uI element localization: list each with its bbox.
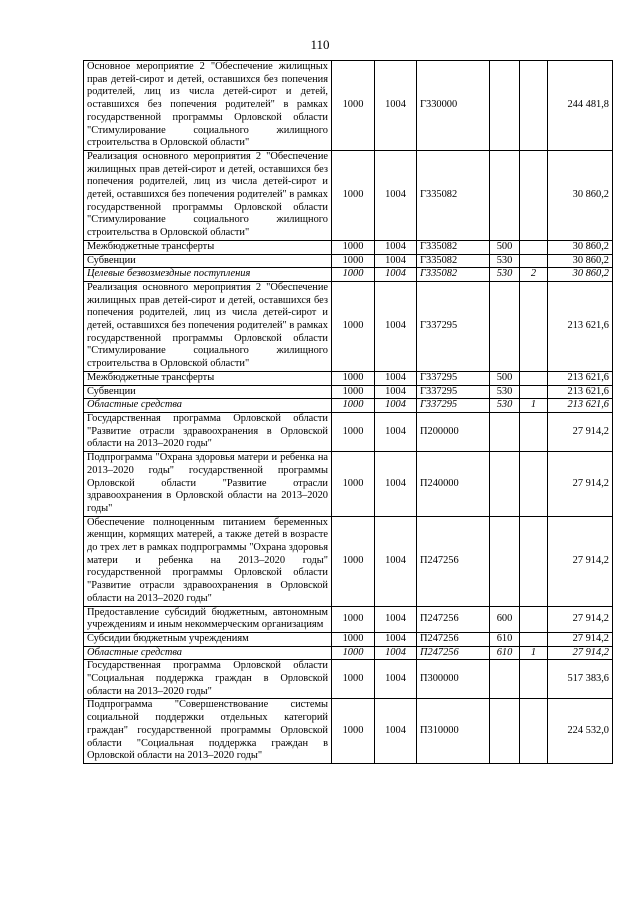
row-amount: 27 914,2 [548,516,613,606]
row-funding-code [520,632,548,646]
row-target-article: П310000 [417,699,490,764]
row-subsection: 1004 [375,385,417,399]
row-funding-code [520,606,548,632]
row-name: Государственная программа Орловской области "Развитие отрасли здравоохранения в Орловской области на 2013–2020 годы" [84,412,332,451]
row-funding-code: 1 [520,399,548,413]
row-funding-code [520,371,548,385]
row-amount: 30 860,2 [548,240,613,254]
row-expense-type: 530 [490,399,520,413]
row-expense-type: 500 [490,371,520,385]
row-name: Целевые безвозмездные поступления [84,268,332,282]
table-row [84,646,613,660]
table-row [84,371,613,385]
table-row [84,412,613,451]
row-name: Обеспечение полноценным питанием беременных женщин, кормящих матерей, а также детей в возрасте до трех лет в рамках подпрограммы "Охрана здоровья матери и ребенка на 2013–2020 годы" государственной программы Орловской области "Развитие отрасли здравоохранения в Орловской области на 2013–2020 годы" [84,516,332,606]
row-section: 1000 [332,632,375,646]
row-section: 1000 [332,399,375,413]
row-amount: 27 914,2 [548,606,613,632]
table-row [84,150,613,240]
row-target-article: Г335082 [417,268,490,282]
row-name: Реализация основного мероприятия 2 "Обеспечение жилищных прав детей-сирот и детей, оставшихся без попечения родителей, лиц из числа детей-сирот и детей, оставшихся без попечения родителей" в рамках государственной программы Орловской области "Стимулирование социального жилищного строительства в Орловской области" [84,150,332,240]
row-name: Основное мероприятие 2 "Обеспечение жилищных прав детей-сирот и детей, оставшихся без попечения родителей, лиц из числа детей-сирот и детей, оставшихся без попечения родителей" в рамках государственной программы Орловской области "Стимулирование социального жилищного строительства в Орловской области" [84,61,332,151]
row-section: 1000 [332,452,375,517]
row-name: Предоставление субсидий бюджетным, автономным учреждениям и иным некоммерческим организациям [84,606,332,632]
row-expense-type: 530 [490,268,520,282]
row-name: Субвенции [84,254,332,268]
row-target-article: П247256 [417,646,490,660]
row-section: 1000 [332,516,375,606]
row-amount: 27 914,2 [548,632,613,646]
row-expense-type [490,281,520,371]
row-name: Реализация основного мероприятия 2 "Обеспечение жилищных прав детей-сирот и детей, оставшихся без попечения родителей, лиц из числа детей-сирот и детей, оставшихся без попечения родителей" в рамках государственной программы Орловской области "Стимулирование социального жилищного строительства в Орловской области" [84,281,332,371]
row-amount: 213 621,6 [548,281,613,371]
row-target-article: Г337295 [417,385,490,399]
row-expense-type: 530 [490,385,520,399]
row-funding-code [520,150,548,240]
row-expense-type [490,699,520,764]
table-row [84,281,613,371]
row-target-article: П247256 [417,632,490,646]
row-target-article: Г335082 [417,150,490,240]
row-target-article: П247256 [417,606,490,632]
row-target-article: Г330000 [417,61,490,151]
row-subsection: 1004 [375,412,417,451]
row-funding-code [520,516,548,606]
row-funding-code: 2 [520,268,548,282]
row-subsection: 1004 [375,61,417,151]
row-funding-code [520,699,548,764]
row-amount: 27 914,2 [548,452,613,517]
row-expense-type: 600 [490,606,520,632]
row-target-article: П200000 [417,412,490,451]
row-funding-code [520,61,548,151]
row-subsection: 1004 [375,516,417,606]
row-name: Межбюджетные трансферты [84,371,332,385]
row-section: 1000 [332,268,375,282]
row-subsection: 1004 [375,632,417,646]
row-target-article: Г337295 [417,281,490,371]
row-target-article: Г337295 [417,399,490,413]
row-amount: 517 383,6 [548,660,613,699]
row-subsection: 1004 [375,240,417,254]
row-expense-type [490,412,520,451]
budget-table [83,60,613,764]
row-name: Субсидии бюджетным учреждениям [84,632,332,646]
table-row [84,606,613,632]
table-row [84,452,613,517]
table-row [84,61,613,151]
table-row [84,632,613,646]
table-row [84,385,613,399]
row-subsection: 1004 [375,268,417,282]
row-amount: 30 860,2 [548,268,613,282]
table-row [84,660,613,699]
row-target-article: П240000 [417,452,490,517]
row-subsection: 1004 [375,371,417,385]
page-number: 110 [310,37,330,52]
row-funding-code [520,412,548,451]
row-funding-code [520,385,548,399]
table-row [84,399,613,413]
table-row [84,268,613,282]
row-funding-code: 1 [520,646,548,660]
row-name: Областные средства [84,399,332,413]
row-subsection: 1004 [375,254,417,268]
row-amount: 30 860,2 [548,254,613,268]
table-body [84,61,613,764]
row-name: Субвенции [84,385,332,399]
row-subsection: 1004 [375,646,417,660]
row-section: 1000 [332,606,375,632]
row-amount: 27 914,2 [548,646,613,660]
row-expense-type [490,452,520,517]
table-row [84,254,613,268]
row-name: Государственная программа Орловской области "Социальная поддержка граждан в Орловской области на 2013–2020 годы" [84,660,332,699]
row-section: 1000 [332,412,375,451]
row-section: 1000 [332,240,375,254]
row-funding-code [520,254,548,268]
row-section: 1000 [332,699,375,764]
row-funding-code [520,452,548,517]
row-funding-code [520,240,548,254]
row-subsection: 1004 [375,150,417,240]
row-amount: 213 621,6 [548,371,613,385]
table-row [84,516,613,606]
row-amount: 244 481,8 [548,61,613,151]
row-target-article: П300000 [417,660,490,699]
row-subsection: 1004 [375,660,417,699]
row-subsection: 1004 [375,452,417,517]
row-target-article: Г335082 [417,254,490,268]
row-section: 1000 [332,646,375,660]
row-name: Подпрограмма "Охрана здоровья матери и ребенка на 2013–2020 годы" государственной программы Орловской области "Развитие отрасли здравоохранения в Орловской области на 2013–2020 годы" [84,452,332,517]
row-subsection: 1004 [375,281,417,371]
row-expense-type: 500 [490,240,520,254]
row-target-article: Г335082 [417,240,490,254]
row-expense-type [490,150,520,240]
row-subsection: 1004 [375,699,417,764]
row-name: Межбюджетные трансферты [84,240,332,254]
row-target-article: Г337295 [417,371,490,385]
table-row [84,240,613,254]
row-section: 1000 [332,150,375,240]
row-name: Областные средства [84,646,332,660]
row-expense-type: 610 [490,632,520,646]
row-amount: 224 532,0 [548,699,613,764]
row-subsection: 1004 [375,399,417,413]
row-expense-type: 530 [490,254,520,268]
row-section: 1000 [332,371,375,385]
row-amount: 213 621,6 [548,385,613,399]
row-funding-code [520,281,548,371]
row-expense-type [490,660,520,699]
row-expense-type [490,516,520,606]
row-funding-code [520,660,548,699]
row-name: Подпрограмма "Совершенствование системы социальной поддержки отдельных категорий граждан" государственной программы Орловской области "Социальная поддержка граждан в Орловской области на 2013–2020 годы" [84,699,332,764]
row-amount: 30 860,2 [548,150,613,240]
row-subsection: 1004 [375,606,417,632]
table-row [84,699,613,764]
row-target-article: П247256 [417,516,490,606]
row-expense-type: 610 [490,646,520,660]
row-amount: 213 621,6 [548,399,613,413]
row-section: 1000 [332,660,375,699]
row-section: 1000 [332,385,375,399]
row-section: 1000 [332,254,375,268]
row-section: 1000 [332,281,375,371]
row-section: 1000 [332,61,375,151]
row-amount: 27 914,2 [548,412,613,451]
row-expense-type [490,61,520,151]
